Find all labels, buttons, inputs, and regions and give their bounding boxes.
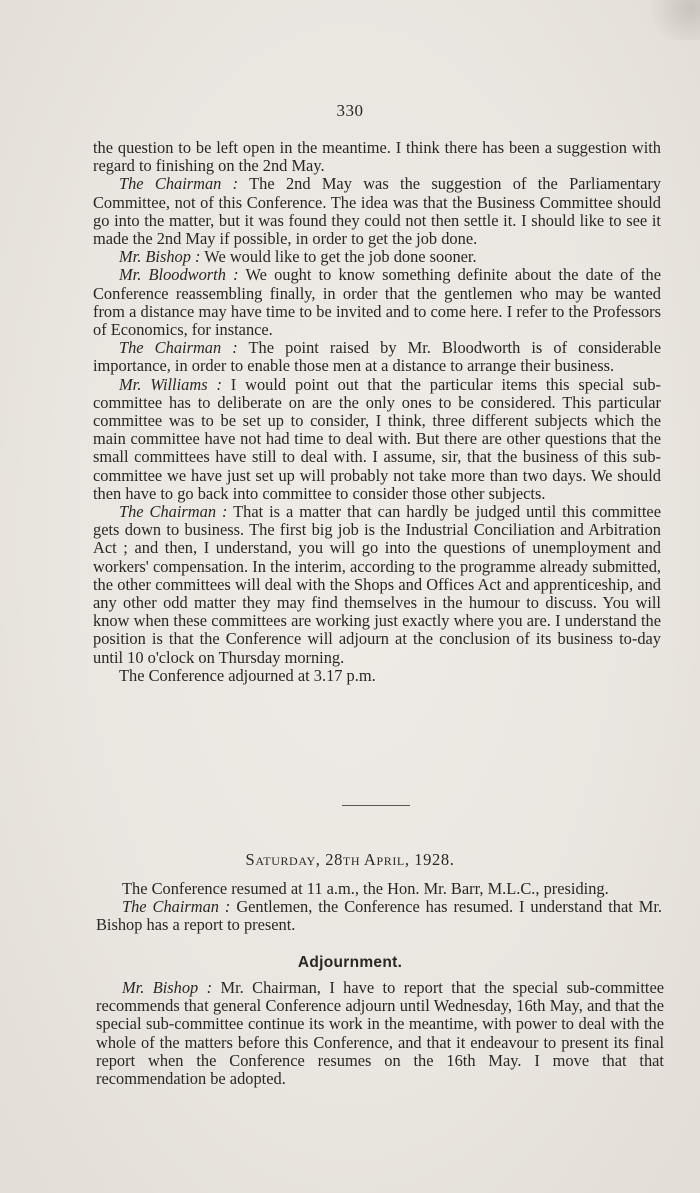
date-day: Saturday <box>245 850 316 869</box>
paragraph-text: Mr. Chairman, I have to report that the special sub-committee recommends that general Conference adjourn until Wednesday, 16th May, and that the special sub-committee continue its work in the meantime, with power to deal with the whole of the matters before this Conference, and that it endeavour to present its final report when the Conference resumes on the 16th May. I move that that recommendation be adopted. <box>96 978 664 1089</box>
paragraph <box>93 339 661 375</box>
paragraph <box>96 979 664 1088</box>
date-heading <box>0 850 700 870</box>
paragraph <box>93 376 661 503</box>
date-prefix: , 28 <box>315 850 343 869</box>
speaker-name: The Chairman : <box>122 897 231 917</box>
paragraph <box>93 266 661 339</box>
paragraph-text: The point raised by Mr. Bloodworth is of considerable importance, in order to enable those men at a distance to arrange their business. <box>93 338 661 376</box>
date-suffix: th April <box>342 850 405 869</box>
paragraph <box>93 503 661 667</box>
paragraph <box>93 667 661 685</box>
paragraph-text: The Conference adjourned at 3.17 p.m. <box>119 665 376 685</box>
paragraph-text: The Conference resumed at 11 a.m., the Hon. Mr. Barr, M.L.C., presiding. <box>122 879 609 898</box>
speaker-name: Mr. Bloodworth : <box>119 265 239 285</box>
speaker-name: The Chairman : <box>119 502 228 522</box>
date-year: , 1928. <box>404 850 455 869</box>
paragraph-text: We would like to get the job done sooner. <box>200 247 477 267</box>
paragraph-text: Gentlemen, the Conference has resumed. I understand that Mr. Bishop has a report to present. <box>96 897 662 935</box>
paper-stain <box>640 0 700 40</box>
speaker-name: Mr. Bishop : <box>119 247 201 267</box>
paragraph <box>96 880 662 898</box>
transcript-block-2 <box>96 880 662 935</box>
page-number: 330 <box>336 101 364 120</box>
paragraph-text: We ought to know something definite about the date of the Conference reassembling finally, in order that the gentlemen who may be wanted from a distance may have time to be invited and to come here. I refer to the Professors of Economics, for instance. <box>93 265 662 340</box>
speaker-name: The Chairman : <box>119 174 239 194</box>
speaker-name: Mr. Williams : <box>119 374 222 394</box>
section-divider <box>342 805 410 806</box>
paragraph-text: the question to be left open in the meantime. I think there has been a suggestion with regard to finishing on the 2nd May. <box>93 138 661 176</box>
paragraph <box>96 898 662 934</box>
paragraph-text: The 2nd May was the suggestion of the Parliamentary Committee, not of this Conference. The idea was that the Business Committee should go into the matter, but it was found they could not then settle it. I should like to see it made the 2nd May if possible, in order to get the job done. <box>93 174 661 249</box>
speaker-name: Mr. Bishop : <box>122 978 213 997</box>
paragraph-text: I would point out that the particular items this special sub-committee has to deliberate on are the only ones to be considered. This particular committee was to be set up to consider, I think, three different subjects which the main committee have not had time to deal with. But there are other questions that the small committees have still to deal with. I assume, sir, that the business of this sub-committee we have just set up will probably not take more than two days. We should then have to go back into committee to consider those other subjects. <box>93 374 662 503</box>
transcript-block-3 <box>96 979 664 1088</box>
paragraph <box>93 248 661 266</box>
paragraph <box>93 139 661 175</box>
section-heading: Adjournment. <box>297 954 403 971</box>
paragraph-text: That is a matter that can hardly be judged until this committee gets down to business. The first big job is the Industrial Conciliation and Arbitration Act ; and then, I understand, you will go into the questions of unemployment and workers' compensation. In the interim, according to the programme already submitted, the other committees will deal with the Shops and Offices Act and apprenticeship, and any other odd matter they may find themselves in the humour to discuss. You will know when these committees are working just exactly where you are. I understand the position is that the Conference will adjourn at the conclusion of its business to-day until 10 o'clock on Thursday morning. <box>93 502 661 667</box>
speaker-name: The Chairman : <box>119 338 238 358</box>
transcript-block-1 <box>93 139 661 685</box>
paragraph <box>93 175 661 248</box>
